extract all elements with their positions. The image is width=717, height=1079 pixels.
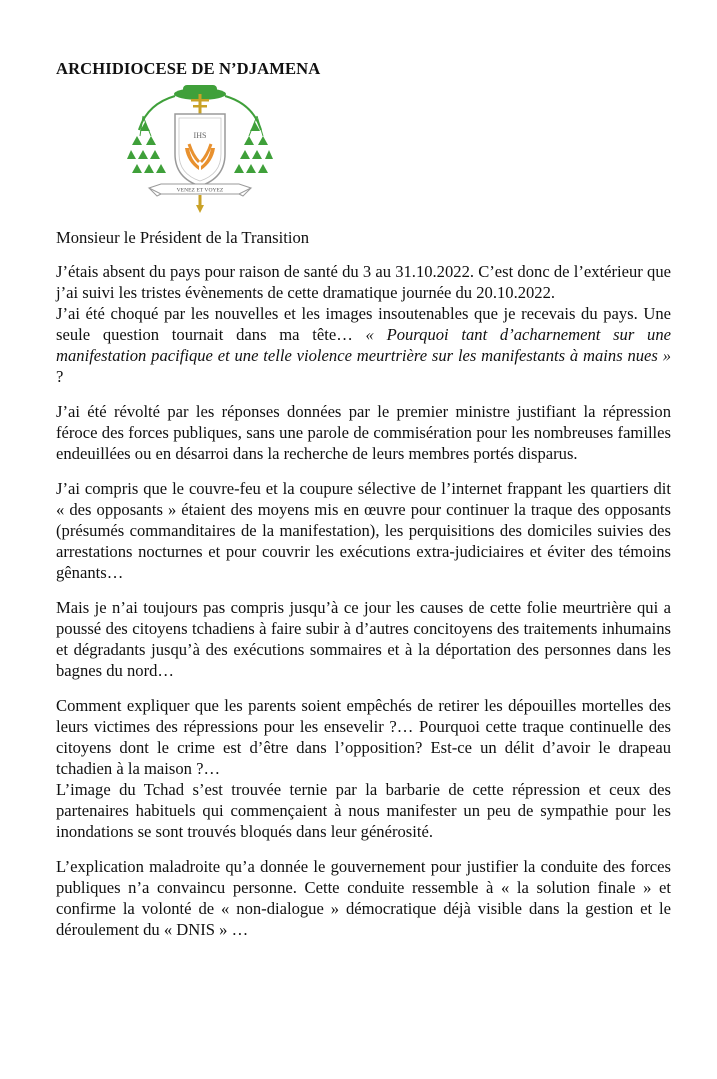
salutation: Monsieur le Président de la Transition (56, 228, 310, 247)
crest-shield-text: IHS (193, 131, 207, 140)
letter-heading: ARCHIDIOCESE DE N’DJAMENA (56, 59, 321, 78)
paragraph-2-lead: J’ai été choqué par les nouvelles et les images insoutenables que je recevais du pays. Une seule question tournait dans ma tête… (56, 304, 671, 344)
paragraph-8: L’explication maladroite qu’a donnée le gouvernement pour justifier la conduite des forces publiques n’a convaincu personne. Cette conduite ressemble à « la solution finale » et confirme la volonté de « non-dialogue » démocratique déjà visible dans la gestion et le déroulement du « DNIS » … (56, 857, 671, 939)
paragraph-2-quote: « Pourquoi tant d’acharnement sur une manifestation pacifique et une telle violence meurtrière sur les manifestants à mains nues » (56, 325, 671, 365)
paragraph-3: J’ai été révolté par les réponses données par le premier ministre justifiant la répression féroce des forces publiques, sans une parole de commisération pour les nombreuses familles endeuillées ou en désarroi dans la recherche de leurs membres portés disparus. (56, 402, 671, 463)
paragraph-5: Mais je n’ai toujours pas compris jusqu’à ce jour les causes de cette folie meurtrière qui a poussé des citoyens tchadiens à faire subir à d’autres concitoyens des traitements inhumains et dégradants jusqu’à des exécutions sommaires et à la déportation des personnes dans les bagnes du nord… (56, 598, 671, 680)
crest-motto: VENEZ ET VOYEZ (176, 187, 224, 194)
paragraph-6: Comment expliquer que les parents soient empêchés de retirer les dépouilles mortelles des leurs victimes des répressions pour les ensevelir ?… Pourquoi cette traque continuelle des citoyens dont le crime est d’être dans l’opposition? Est-ce un délit d’avoir le drapeau tchadien à la maison ?… (56, 696, 671, 778)
paragraph-2 (56, 303, 671, 387)
paragraph-7: L’image du Tchad s’est trouvée ternie par la barbarie de cette répression et ceux des partenaires habituels qui commençaient à nous manifester un peu de sympathie pour les inondations se sont trouvés bloqués dans leur générosité. (56, 780, 671, 841)
archdiocese-crest-icon (127, 82, 273, 214)
paragraph-2-end: ? (56, 367, 64, 386)
paragraph-4: J’ai compris que le couvre-feu et la coupure sélective de l’internet frappant les quartiers dit « des opposants » étaient des moyens mis en œuvre pour continuer la traque des opposants (présumés commanditaires de la manifestation), les perquisitions des domiciles suivies des arrestations nocturnes et pour couvrir les exécutions extra-judiciaires et éviter des témoins gênants… (56, 479, 671, 582)
paragraph-1: J’étais absent du pays pour raison de santé du 3 au 31.10.2022. C’est donc de l’extérieur que j’ai suivi les tristes évènements de cette dramatique journée du 20.10.2022. (56, 262, 671, 302)
